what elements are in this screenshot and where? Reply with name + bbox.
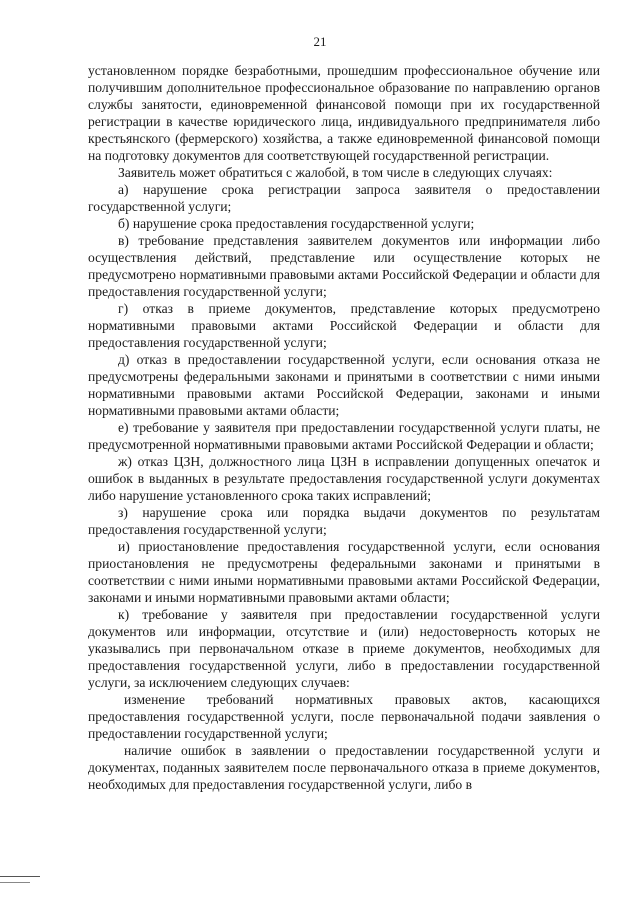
paragraph-item-v: в) требование представления заявителем документов или информации либо осуществления действий, представление или осуществление которых не предусмотрено нормативными правовыми актами Российской Федерации и области для предоставления государственной услуги; — [88, 233, 600, 299]
paragraph-item-z: з) нарушение срока или порядка выдачи документов по результатам предоставления государственной услуги; — [88, 505, 600, 537]
paragraph-item-zh: ж) отказ ЦЗН, должностного лица ЦЗН в исправлении допущенных опечаток и ошибок в выданных в результате предоставления государственной услуги документах либо нарушение установленного срока таких исправлений; — [88, 454, 600, 503]
margin-mark — [0, 876, 40, 877]
paragraph-item-g: г) отказ в приеме документов, представление которых предусмотрено нормативными правовыми актами Российской Федерации и области для предоставления государственной услуги; — [88, 301, 600, 350]
document-body — [88, 62, 600, 793]
paragraph-continuation: установленном порядке безработными, прошедшим профессиональное обучение или получившим дополнительное профессиональное образование по направлению органов службы занятости, единовременной финансовой помощи при их государственной регистрации в качестве юридического лица, индивидуального предпринимателя либо крестьянского (фермерского) хозяйства, а также единовременной финансовой помощи на подготовку документов для соответствующей государственной регистрации. — [88, 63, 600, 163]
paragraph-item-e: е) требование у заявителя при предоставлении государственной услуги платы, не предусмотренной нормативными правовыми актами Российской Федерации и области; — [88, 420, 600, 452]
paragraph-exception-2: наличие ошибок в заявлении о предоставлении государственной услуги и документах, поданных заявителем после первоначального отказа в приеме документов, необходимых для предоставления государственной услуги, либо в — [88, 743, 600, 792]
paragraph-item-k: к) требование у заявителя при предоставлении государственной услуги документов или информации, отсутствие и (или) недостоверность которых не указывались при первоначальном отказе в приеме документов, необходимых для предоставления государственной услуги, либо в предоставлении государственной услуги, за исключением следующих случаев: — [88, 607, 600, 690]
paragraph-item-i: и) приостановление предоставления государственной услуги, если основания приостановления не предусмотрены федеральными законами и принятыми в соответствии с ними иными нормативными правовыми актами Российской Федерации, законами и иными нормативными правовыми актами области; — [88, 539, 600, 605]
paragraph-item-a: а) нарушение срока регистрации запроса заявителя о предоставлении государственной услуги; — [88, 182, 600, 214]
page-number: 21 — [313, 34, 327, 49]
paragraph-complaint-intro: Заявитель может обратиться с жалобой, в том числе в следующих случаях: — [118, 165, 553, 180]
paragraph-item-b: б) нарушение срока предоставления государственной услуги; — [118, 216, 475, 231]
margin-mark — [0, 882, 30, 883]
paragraph-item-d: д) отказ в предоставлении государственной услуги, если основания отказа не предусмотрены федеральными законами и принятыми в соответствии с ними иными нормативными правовыми актами Российской Федерации, законами и иными нормативными правовыми актами области; — [88, 352, 600, 418]
paragraph-exception-1: изменение требований нормативных правовых актов, касающихся предоставления государственной услуги, после первоначальной подачи заявления о предоставлении государственной услуги; — [88, 692, 600, 741]
